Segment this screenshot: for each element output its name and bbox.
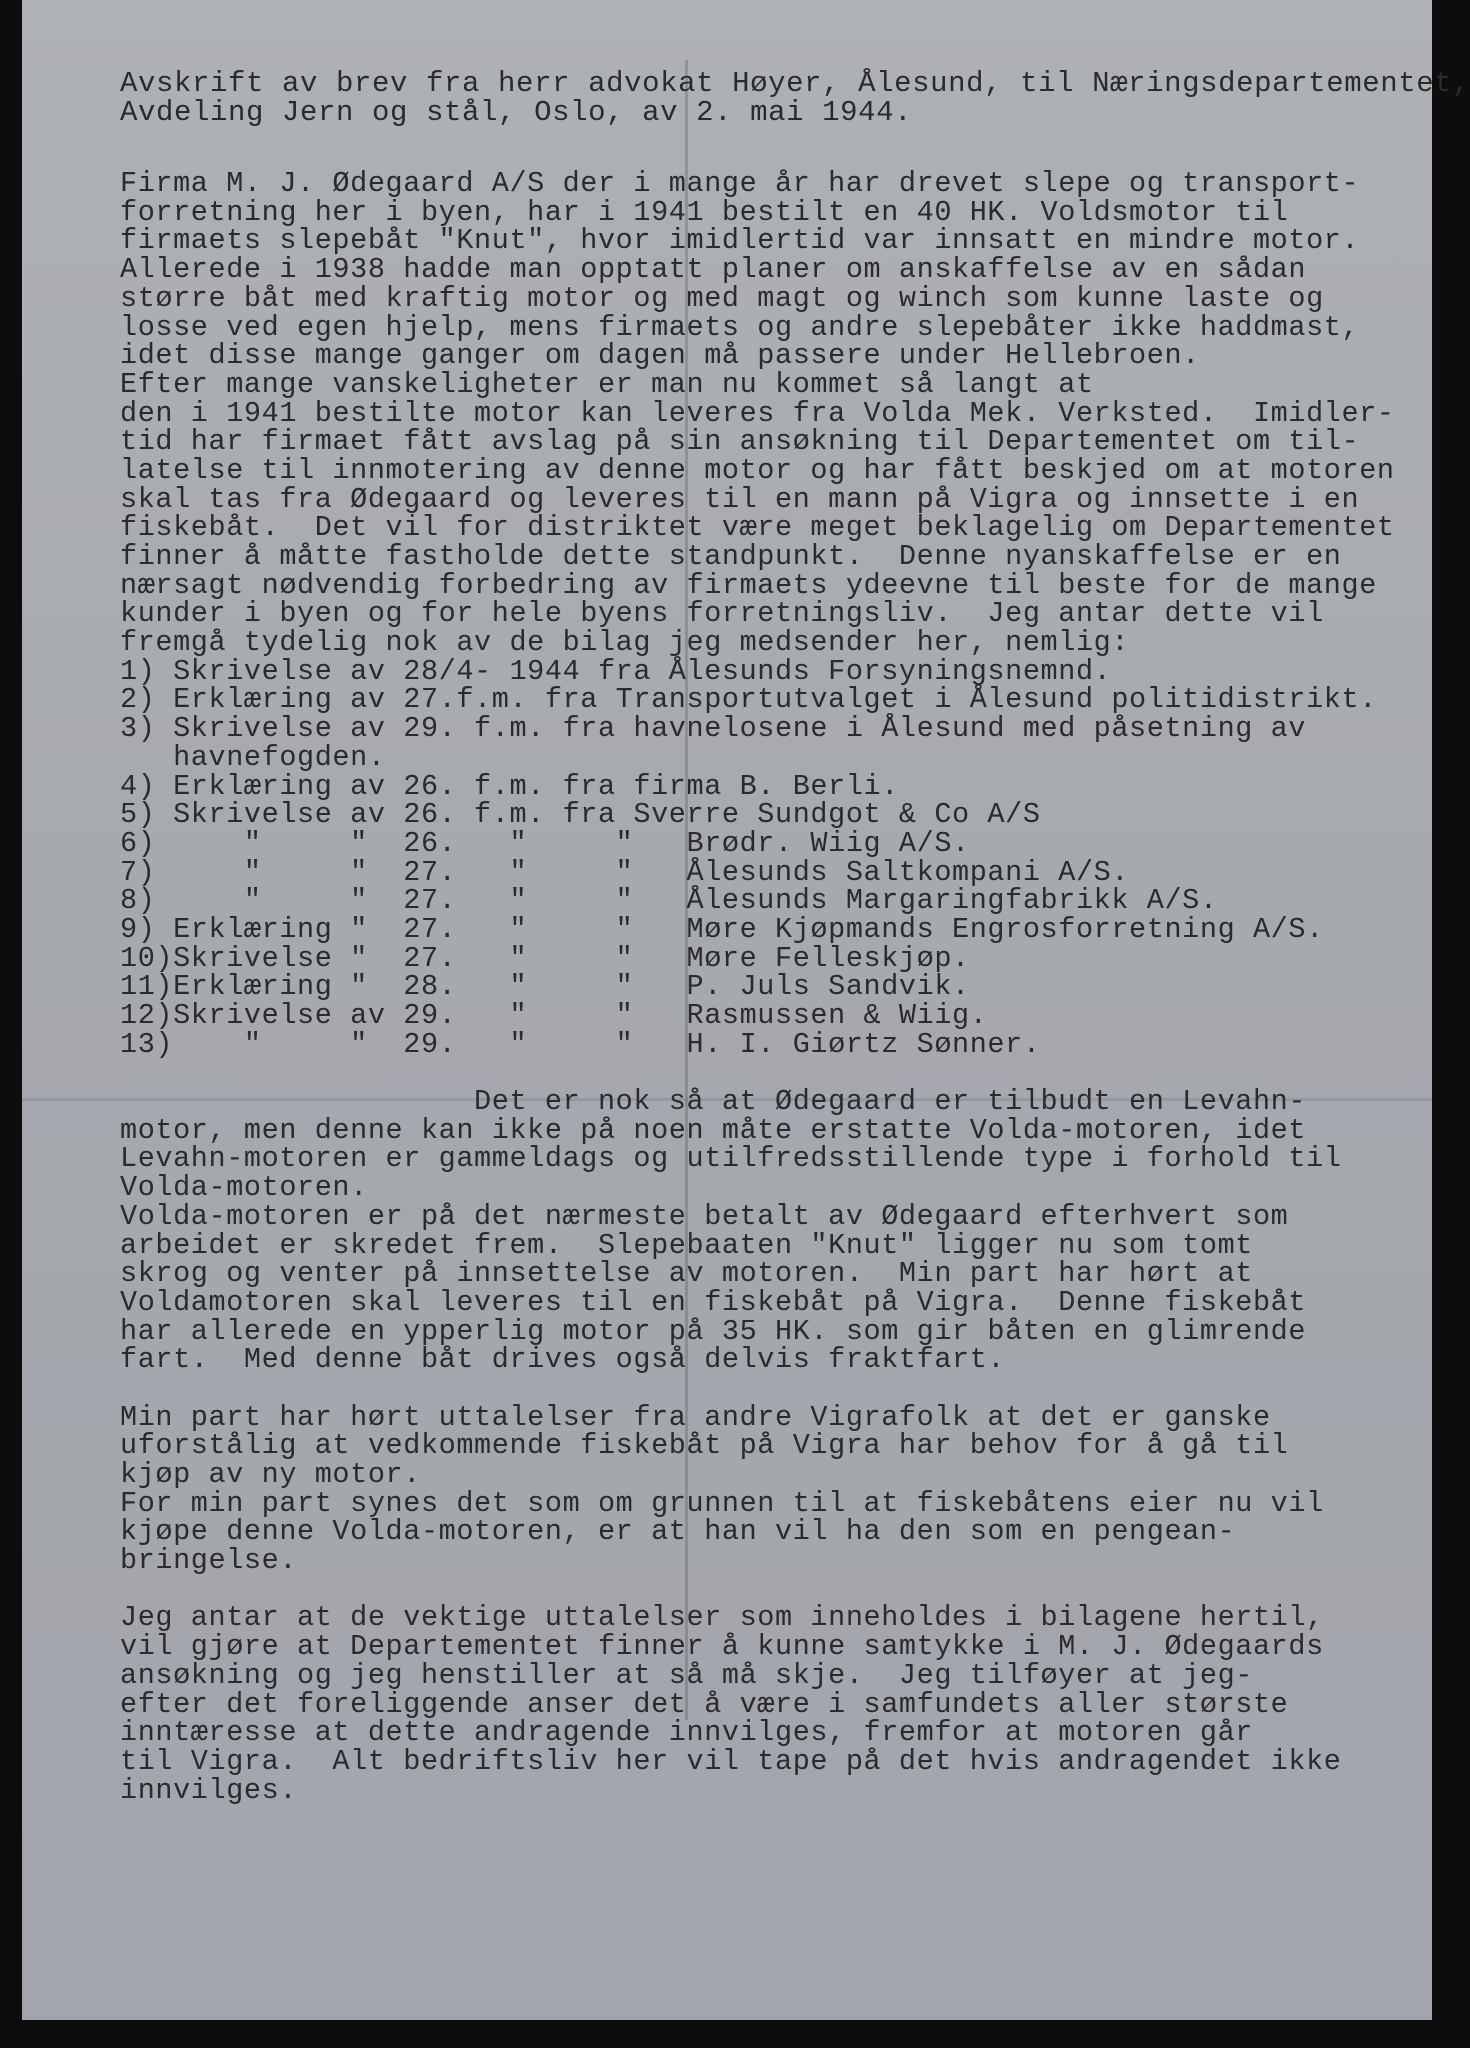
- list-item: havnefogden.: [120, 740, 386, 774]
- paragraph-1: [120, 167, 1395, 660]
- text-line: For min part synes det som om grunnen til at fiskebåtens eier nu vil: [120, 1486, 1324, 1520]
- text-line: Det er nok så at Ødegaard er tilbudt en Levahn-: [120, 1085, 1307, 1119]
- text-line: kjøp av ny motor.: [120, 1458, 421, 1491]
- text-line: losse ved egen hjelp, mens firmaets og andre slepebåter ikke haddmast,: [120, 310, 1360, 344]
- text-line: uforstålig at vedkommende fiskebåt på Vigra har behov for å gå til: [120, 1429, 1289, 1463]
- text-line: fart. Med denne båt drives også delvis fraktfart.: [120, 1343, 1006, 1377]
- list-item: 12)Skrivelse av 29. " " Rasmussen & Wiig.: [120, 999, 988, 1032]
- heading-line: Avdeling Jern og stål, Oslo, av 2. mai 1944.: [120, 95, 913, 129]
- list-item: 3) Skrivelse av 29. f.m. fra havnelosene i Ålesund med påsetning av: [120, 712, 1307, 746]
- text-line: finner å måtte fastholde dette standpunkt. Denne nyanskaffelse er en: [120, 540, 1342, 573]
- text-line: tid har firmaet fått avslag på sin ansøkning til Departementet om til-: [120, 425, 1360, 459]
- paragraph-4: [120, 1601, 1380, 1807]
- text-line: arbeidet er skredet frem. Slepebaaten "Knut" ligger nu som tomt: [120, 1228, 1253, 1262]
- paragraph-2: [120, 1085, 1380, 1377]
- text-line: forretning her i byen, har i 1941 bestilt en 40 HK. Voldsmotor til: [120, 195, 1289, 229]
- paragraph-3: [120, 1400, 1380, 1578]
- typed-letter: [120, 67, 1470, 1807]
- text-line: Levahn-motoren er gammeldags og utilfredsstillende type i forhold til: [120, 1142, 1342, 1176]
- text-line: efter det foreliggende anser det å være i samfundets aller største: [120, 1687, 1289, 1721]
- text-line: idet disse mange ganger om dagen må passere under Hellebroen.: [120, 339, 1200, 373]
- enclosure-list: [120, 654, 1380, 1061]
- list-item: 5) Skrivelse av 26. f.m. fra Sverre Sundgot & Co A/S: [120, 798, 1041, 832]
- text-line: nærsagt nødvendig forbedring av firmaets ydeevne til beste for de mange: [120, 568, 1377, 602]
- text-line: Efter mange vanskeligheter er man nu kommet så langt at: [120, 367, 1094, 401]
- list-item: 13) " " 29. " " H. I. Giørtz Sønner.: [120, 1027, 1041, 1061]
- heading-line: Avskrift av brev fra herr advokat Høyer, Ålesund, til Næringsdepartementet,: [120, 67, 1470, 100]
- list-item: 7) " " 27. " " Ålesunds Saltkompani A/S.: [120, 855, 1130, 889]
- list-item: 10)Skrivelse " 27. " " Møre Felleskjøp.: [120, 941, 970, 975]
- text-line: større båt med kraftig motor og med magt og winch som kunne laste og: [120, 281, 1324, 315]
- text-line: den i 1941 bestilte motor kan leveres fra Volda Mek. Verksted. Imidler-: [120, 396, 1395, 430]
- list-item: 1) Skrivelse av 28/4- 1944 fra Ålesunds Forsyningsnemnd.: [120, 654, 1112, 688]
- text-line: Volda-motoren.: [120, 1171, 368, 1205]
- text-line: innvilges.: [120, 1773, 298, 1807]
- paper-sheet: [22, 0, 1470, 2020]
- text-line: Min part har hørt uttalelser fra andre Vigrafolk at det er ganske: [120, 1400, 1271, 1434]
- text-line: firmaets slepebåt "Knut", hvor imidlertid var innsatt en mindre motor.: [120, 224, 1360, 258]
- text-line: skrog og venter på innsettelse av motoren. Min part har hørt at: [120, 1257, 1253, 1291]
- text-line: vil gjøre at Departementet finner å kunne samtykke i M. J. Ødegaards: [120, 1630, 1324, 1664]
- list-item: 6) " " 26. " " Brødr. Wiig A/S.: [120, 826, 970, 860]
- text-line: bringelse.: [120, 1544, 298, 1578]
- text-line: motor, men denne kan ikke på noen måte erstatte Volda-motoren, idet: [120, 1113, 1307, 1147]
- text-line: har allerede en ypperlig motor på 35 HK. som gir båten en glimrende: [120, 1314, 1307, 1348]
- text-line: kjøpe denne Volda-motoren, er at han vil ha den som en pengean-: [120, 1515, 1236, 1549]
- letter-heading: [120, 67, 1470, 129]
- text-line: Jeg antar at de vektige uttalelser som inneholdes i bilagene hertil,: [120, 1601, 1324, 1635]
- text-line: fiskebåt. Det vil for distriktet være meget beklagelig om Departementet: [120, 511, 1395, 545]
- text-line: Volda-motoren er på det nærmeste betalt av Ødegaard efterhvert som: [120, 1199, 1289, 1233]
- text-line: inntæresse at dette andragende innvilges, fremfor at motoren går: [120, 1716, 1253, 1750]
- text-line: til Vigra. Alt bedriftsliv her vil tape på det hvis andragendet ikke: [120, 1744, 1342, 1778]
- list-item: 2) Erklæring av 27.f.m. fra Transportutvalget i Ålesund politidistrikt.: [120, 683, 1377, 717]
- text-line: Voldamotoren skal leveres til en fiskebåt på Vigra. Denne fiskebåt: [120, 1285, 1307, 1319]
- text-line: latelse til innmotering av denne motor og har fått beskjed om at motoren: [120, 453, 1395, 487]
- list-item: 8) " " 27. " " Ålesunds Margaringfabrikk A/S.: [120, 884, 1218, 918]
- text-line: kunder i byen og for hele byens forretningsliv. Jeg antar dette vil: [120, 597, 1324, 631]
- text-line: Allerede i 1938 hadde man opptatt planer om anskaffelse av en sådan: [120, 253, 1307, 287]
- list-item: 4) Erklæring av 26. f.m. fra firma B. Berli.: [120, 769, 899, 803]
- text-line: skal tas fra Ødegaard og leveres til en mann på Vigra og innsette i en: [120, 482, 1360, 516]
- list-item: 11)Erklæring " 28. " " P. Juls Sandvik.: [120, 970, 970, 1004]
- text-line: Firma M. J. Ødegaard A/S der i mange år har drevet slepe og transport-: [120, 167, 1360, 201]
- text-line: ansøkning og jeg henstiller at så må skje. Jeg tilføyer at jeg-: [120, 1658, 1253, 1692]
- text-line: fremgå tydelig nok av de bilag jeg medsender her, nemlig:: [120, 626, 1130, 660]
- list-item: 9) Erklæring " 27. " " Møre Kjøpmands Engrosforretning A/S.: [120, 912, 1324, 946]
